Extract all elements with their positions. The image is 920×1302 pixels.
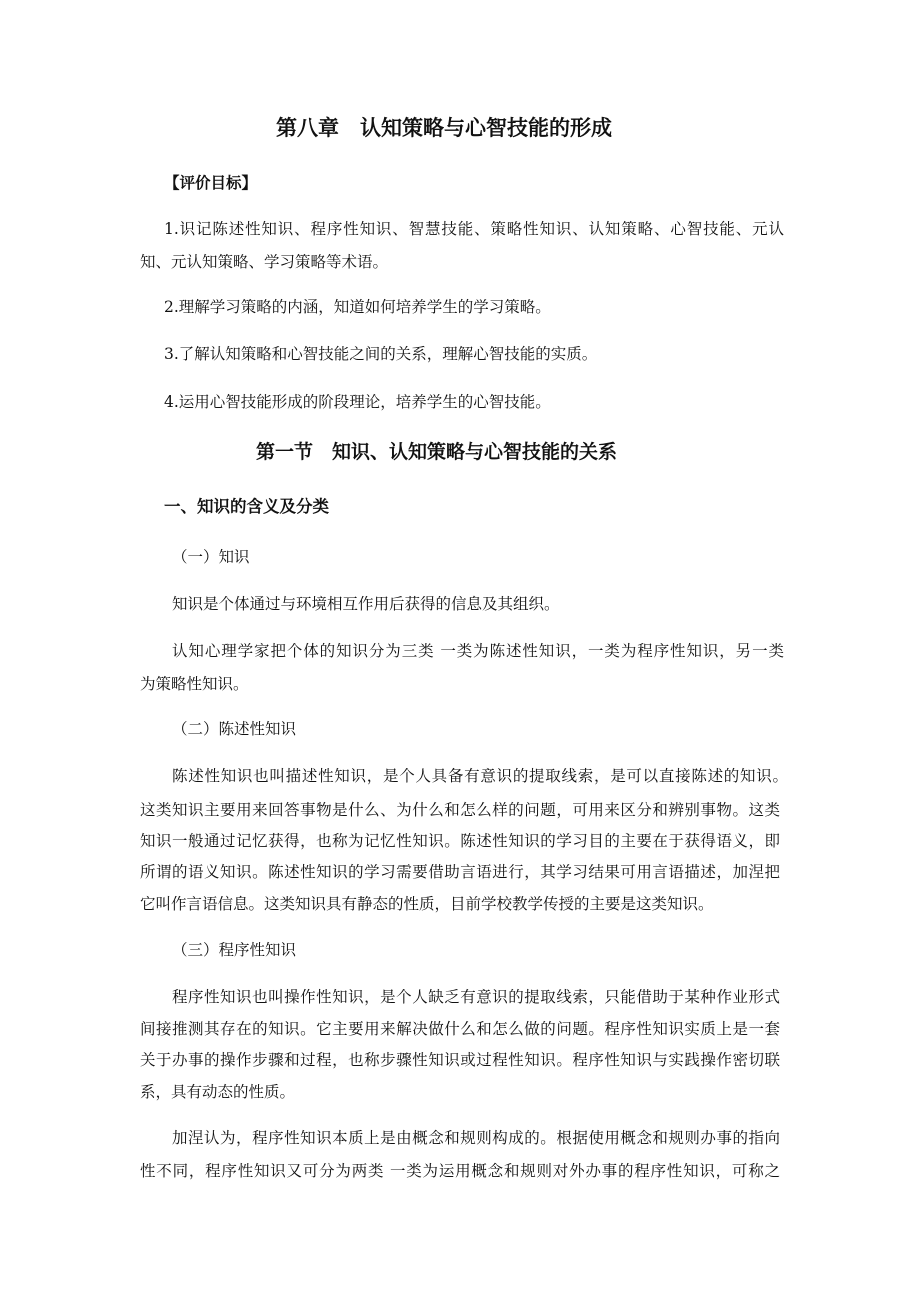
sub2-line-2: 这类知识主要用来回答事物是什么、为什么和怎么样的问题，可用来区分和辨别事物。这类 (140, 801, 780, 819)
sub3-para-2-line-2: 性不同，程序性知识又可分为两类 一类为运用概念和规则对外办事的程序性知识，可称之 (140, 1162, 780, 1180)
goal-4: 4.运用心智技能形成的阶段理论，培养学生的心智技能。 (164, 393, 551, 411)
sub2-line-4: 所谓的语义知识。陈述性知识的学习需要借助言语进行，其学习结果可用言语描述，加涅把 (140, 863, 780, 881)
sub1-para-2-line-1: 认知心理学家把个体的知识分为三类 一类为陈述性知识，一类为程序性知识，另一类 (172, 642, 784, 660)
sub3-title: （三）程序性知识 (172, 941, 297, 959)
chapter-title: 第八章 认知策略与心智技能的形成 (276, 116, 612, 140)
sub1-title: （一）知识 (172, 548, 250, 566)
sub3-para-2-line-1: 加涅认为，程序性知识本质上是由概念和规则构成的。根据使用概念和规则办事的指向 (172, 1129, 780, 1147)
goal-1-line-1: 1.识记陈述性知识、程序性知识、智慧技能、策略性知识、认知策略、心智技能、元认 (164, 220, 784, 238)
subsection-title: 一、知识的含义及分类 (164, 497, 329, 516)
eval-heading: 【评价目标】 (164, 174, 258, 192)
sub1-para-2-line-2: 为策略性知识。 (140, 675, 249, 693)
goal-3: 3.了解认知策略和心智技能之间的关系，理解心智技能的实质。 (164, 345, 598, 363)
sub3-para-1-line-3: 关于办事的操作步骤和过程，也称步骤性知识或过程性知识。程序性知识与实践操作密切联 (140, 1051, 780, 1069)
sub3-para-1-line-2: 间接推测其存在的知识。它主要用来解决做什么和怎么做的问题。程序性知识实质上是一套 (140, 1020, 780, 1038)
goal-2: 2.理解学习策略的内涵，知道如何培养学生的学习策略。 (164, 298, 551, 316)
goal-1-line-2: 知、元认知策略、学习策略等术语。 (140, 253, 389, 271)
section-title: 第一节 知识、认知策略与心智技能的关系 (256, 441, 618, 463)
sub2-line-1: 陈述性知识也叫描述性知识，是个人具备有意识的提取线索，是可以直接陈述的知识。 (172, 767, 788, 785)
sub2-line-3: 知识一般通过记忆获得，也称为记忆性知识。陈述性知识的学习目的主要在于获得语义，即 (140, 832, 780, 850)
sub2-title: （二）陈述性知识 (172, 720, 297, 738)
sub1-para-1: 知识是个体通过与环境相互作用后获得的信息及其组织。 (172, 595, 560, 613)
sub3-para-1-line-4: 系，具有动态的性质。 (140, 1083, 296, 1101)
sub2-line-5: 它叫作言语信息。这类知识具有静态的性质，目前学校教学传授的主要是这类知识。 (140, 895, 714, 913)
sub3-para-1-line-1: 程序性知识也叫操作性知识，是个人缺乏有意识的提取线索，只能借助于某种作业形式 (172, 988, 780, 1006)
